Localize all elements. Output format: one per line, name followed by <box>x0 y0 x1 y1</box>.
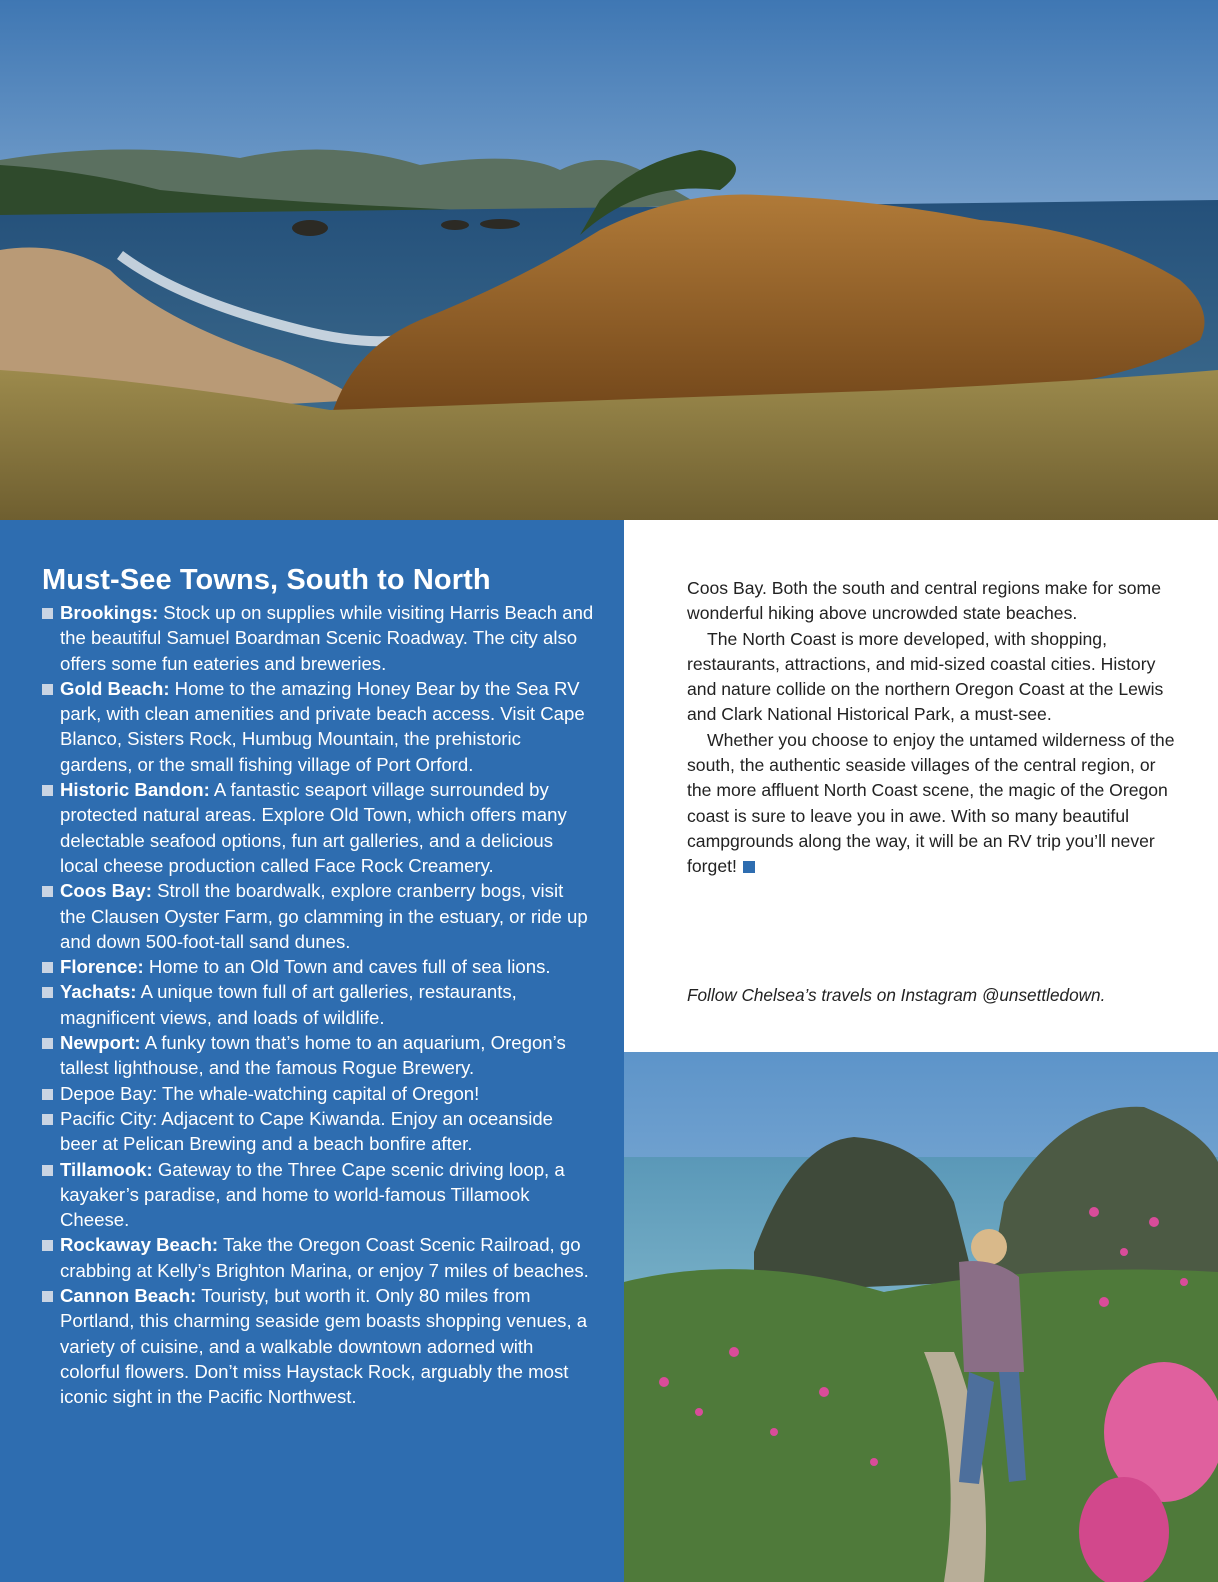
bottom-hikers-photo <box>624 1052 1218 1582</box>
hikers-illustration <box>624 1052 1218 1582</box>
square-bullet-icon <box>42 608 53 619</box>
square-bullet-icon <box>42 886 53 897</box>
article-paragraph: The North Coast is more developed, with shopping, restaurants, attractions, and mid-sized coastal cities. History and nature collide on the northern Oregon Coast at the Lewis and Clark National Historical Park, a must-see. <box>687 628 1164 725</box>
town-description: Stroll the boardwalk, explore cranberry bogs, visit the Clausen Oyster Farm, go clamming in the estuary, or ride up and down 500-foot-tall sand dunes. <box>60 880 588 952</box>
list-item <box>42 1030 594 1081</box>
town-name: Gold Beach: <box>60 677 170 699</box>
list-item <box>42 777 594 878</box>
town-description: Home to the amazing Honey Bear by the Sea RV park, with clean amenities and private beach access. Visit Cape Blanco, Sisters Rock, Humbug Mountain, the prehistoric gardens, or the small fishing village of Port Orford. <box>60 677 585 775</box>
end-mark-icon <box>743 861 755 873</box>
town-description: Touristy, but worth it. Only 80 miles from Portland, this charming seaside gem boasts shopping venues, a variety of cuisine, and a walkable downtown adorned with colorful flowers. Don’t miss Haystack Rock, arguably the most iconic sight in the Pacific Northwest. <box>60 1285 588 1408</box>
town-description: Pacific City: Adjacent to Cape Kiwanda. Enjoy an oceanside beer at Pelican Brewing and a beach bonfire after. <box>60 1107 554 1155</box>
list-item <box>42 1232 594 1283</box>
list-item <box>42 676 594 777</box>
town-description: Gateway to the Three Cape scenic driving loop, a kayaker’s paradise, and home to world-famous Tillamook Cheese. <box>60 1158 565 1231</box>
foreground-flower <box>1079 1477 1169 1582</box>
square-bullet-icon <box>42 785 53 796</box>
town-description: A unique town full of art galleries, restaurants, magnificent views, and loads of wildlife. <box>60 981 517 1028</box>
instagram-handle: @unsettledown. <box>981 985 1106 1005</box>
square-bullet-icon <box>42 1089 53 1100</box>
article-paragraph-text: Whether you choose to enjoy the untamed wilderness of the south, the authentic seaside villages of the central region, or the more affluent North Coast scene, the magic of the Oregon coast is sure to leave you in awe. With so many beautiful campgrounds along the way, it will be an RV trip you’ll never forget! <box>687 729 1175 877</box>
town-description: Home to an Old Town and caves full of sea lions. <box>143 956 551 978</box>
square-bullet-icon <box>42 987 53 998</box>
sidebar-title: Must-See Towns, South to North <box>42 564 491 596</box>
list-item <box>42 878 594 954</box>
list-item <box>42 1081 594 1106</box>
photo-credit <box>687 983 1187 1007</box>
square-bullet-icon <box>42 1165 53 1176</box>
town-description: A fantastic seaport village surrounded by protected natural areas. Explore Old Town, which offers many delectable seafood options, fun art galleries, and a delicious local cheese production called Face Rock Creamery. <box>60 779 567 876</box>
article-paragraph <box>687 728 1177 880</box>
hiker-body <box>959 1261 1024 1372</box>
coast-illustration <box>0 0 1218 520</box>
square-bullet-icon <box>42 1240 53 1251</box>
square-bullet-icon <box>42 1114 53 1125</box>
square-bullet-icon <box>42 1038 53 1049</box>
square-bullet-icon <box>42 962 53 973</box>
list-item <box>42 954 594 979</box>
town-name: Cannon Beach: <box>60 1285 197 1307</box>
town-description: Depoe Bay: The whale-watching capital of Oregon! <box>60 1082 480 1104</box>
list-item <box>42 600 594 676</box>
square-bullet-icon <box>42 1291 53 1302</box>
town-name: Tillamook: <box>60 1158 153 1180</box>
town-description: Stock up on supplies while visiting Harris Beach and the beautiful Samuel Boardman Scenic Roadway. The city also offers some fun eateries and breweries. <box>60 602 594 674</box>
towns-list <box>42 600 594 1410</box>
town-name: Historic Bandon: <box>60 779 210 801</box>
town-name: Yachats: <box>60 981 137 1003</box>
town-description: A funky town that’s home to an aquarium, Oregon’s tallest lighthouse, and the famous Rogue Brewery. <box>60 1032 566 1079</box>
top-coast-photo <box>0 0 1218 520</box>
list-item <box>42 1106 594 1157</box>
hiker-head <box>971 1229 1007 1265</box>
town-name: Brookings: <box>60 602 159 623</box>
credit-prefix: Follow Chelsea’s travels on Instagram <box>687 985 982 1005</box>
town-description: Take the Oregon Coast Scenic Railroad, go crabbing at Kelly’s Brighton Marina, or enjoy 7 miles of beaches. <box>60 1234 589 1281</box>
town-name: Newport: <box>60 1032 141 1054</box>
list-item <box>42 1157 594 1233</box>
list-item <box>42 979 594 1030</box>
town-name: Coos Bay: <box>60 880 152 902</box>
square-bullet-icon <box>42 684 53 695</box>
article-paragraph: Coos Bay. Both the south and central regions make for some wonderful hiking above uncrowded state beaches. <box>687 578 1161 624</box>
town-name: Florence: <box>60 956 144 978</box>
list-item <box>42 1283 594 1409</box>
town-name: Rockaway Beach: <box>60 1234 219 1256</box>
towns-sidebar <box>0 520 624 1582</box>
article-body <box>687 576 1177 880</box>
